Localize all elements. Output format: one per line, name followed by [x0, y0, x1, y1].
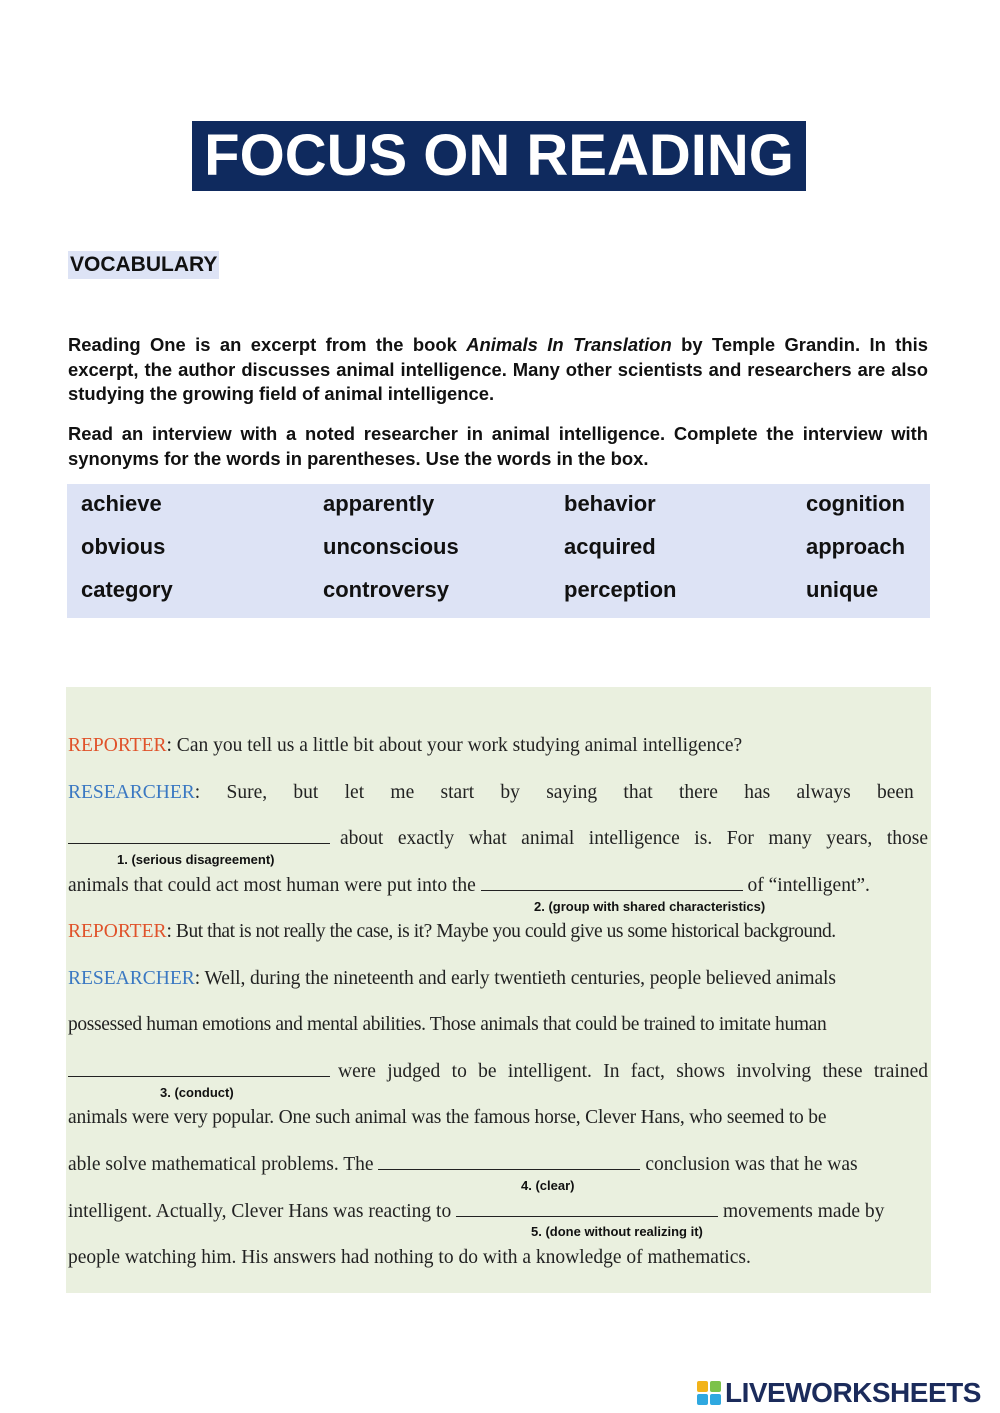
answer-text: were judged to be intelligent. In fact, shows involving these trained	[338, 1061, 928, 1082]
logo-text: LIVEWORKSHEETS	[725, 1377, 981, 1408]
word-bank-item: cognition	[806, 491, 905, 516]
answer-text: about exactly what animal intelligence is. For many years, those	[340, 828, 928, 849]
answer-blank-3[interactable]	[68, 1058, 330, 1077]
intro-paragraph-1	[68, 333, 928, 407]
book-title: Animals In Translation	[466, 334, 672, 355]
word-bank-item: approach	[806, 534, 906, 559]
intro-text-after: by Temple Grandin. In this excerpt, the author discusses animal intelligence. Many other scientists and researchers are also studying the growing field of animal intelligence.	[68, 334, 928, 404]
intro-paragraph-2: Read an interview with a noted researcher in animal intelligence. Complete the interview with synonyms for the words in parentheses. Use the words in the box.	[68, 423, 928, 469]
researcher-answer: people watching him. His answers had nothing to do with a knowledge of mathematics.	[68, 1247, 751, 1268]
answer-text: able solve mathematical problems. The	[68, 1154, 374, 1175]
hint-3: 3. (conduct)	[160, 1085, 234, 1100]
interview-line	[68, 1104, 928, 1132]
answer-text: of “intelligent”.	[747, 875, 870, 896]
reporter-label: REPORTER	[68, 735, 167, 756]
intro-text-before: Reading One is an excerpt from the book	[68, 334, 467, 355]
researcher-label: RESEARCHER	[68, 968, 195, 989]
hint-1: 1. (serious disagreement)	[117, 852, 275, 867]
researcher-answer: animals were very popular. One such animal was the famous horse, Clever Hans, who seemed to be	[68, 1107, 827, 1128]
reporter-question: : Can you tell us a little bit about your work studying animal intelligence?	[166, 735, 743, 756]
interview-line	[68, 1198, 928, 1226]
interview-line	[68, 1058, 928, 1086]
answer-text: animals that could act most human were put into the	[68, 875, 476, 896]
interview-line	[68, 779, 928, 807]
answer-blank-1[interactable]	[68, 825, 330, 844]
researcher-answer: possessed human emotions and mental abilities. Those animals that could be trained to imitate human	[68, 1014, 827, 1035]
interview-line	[68, 1151, 928, 1179]
hint-4: 4. (clear)	[521, 1178, 575, 1193]
answer-blank-4[interactable]	[378, 1151, 640, 1170]
researcher-answer: : Sure, but let me start by saying that there has always been	[194, 782, 914, 803]
word-bank-item: category	[81, 577, 173, 602]
word-bank-item: achieve	[81, 491, 162, 516]
interview-line	[68, 965, 928, 993]
answer-text: conclusion was that he was	[645, 1154, 858, 1175]
answer-text: intelligent. Actually, Clever Hans was reacting to	[68, 1201, 452, 1222]
interview-line	[68, 732, 928, 760]
brand-logo	[697, 1378, 981, 1408]
hint-2: 2. (group with shared characteristics)	[534, 899, 766, 914]
logo-mark-icon	[697, 1381, 721, 1405]
word-bank-item: perception	[564, 577, 677, 602]
section-heading: VOCABULARY	[68, 251, 219, 279]
interview-line	[68, 1244, 928, 1272]
word-box	[67, 484, 930, 618]
interview-line	[68, 872, 928, 900]
answer-text: movements made by	[722, 1201, 885, 1222]
researcher-answer: : Well, during the nineteenth and early twentieth centuries, people believed animals	[194, 968, 836, 989]
answer-blank-2[interactable]	[481, 872, 743, 891]
word-bank-item: acquired	[564, 534, 656, 559]
word-bank-item: unconscious	[323, 534, 459, 559]
answer-blank-5[interactable]	[456, 1198, 718, 1217]
word-bank-item: controversy	[323, 577, 449, 602]
page-title: FOCUS ON READING	[204, 123, 794, 188]
hint-5: 5. (done without realizing it)	[531, 1224, 703, 1239]
word-bank-item: unique	[806, 577, 879, 602]
researcher-label: RESEARCHER	[68, 782, 195, 803]
title-banner	[192, 121, 806, 191]
word-bank-item: obvious	[81, 534, 166, 559]
interview-line	[68, 825, 928, 853]
interview-line	[68, 1011, 928, 1039]
interview-line	[68, 918, 928, 946]
word-bank-item: apparently	[323, 491, 435, 516]
word-bank-item: behavior	[564, 491, 656, 516]
reporter-question: : But that is not really the case, is it? Maybe you could give us some historical background.	[166, 921, 836, 942]
reporter-label: REPORTER	[68, 921, 167, 942]
